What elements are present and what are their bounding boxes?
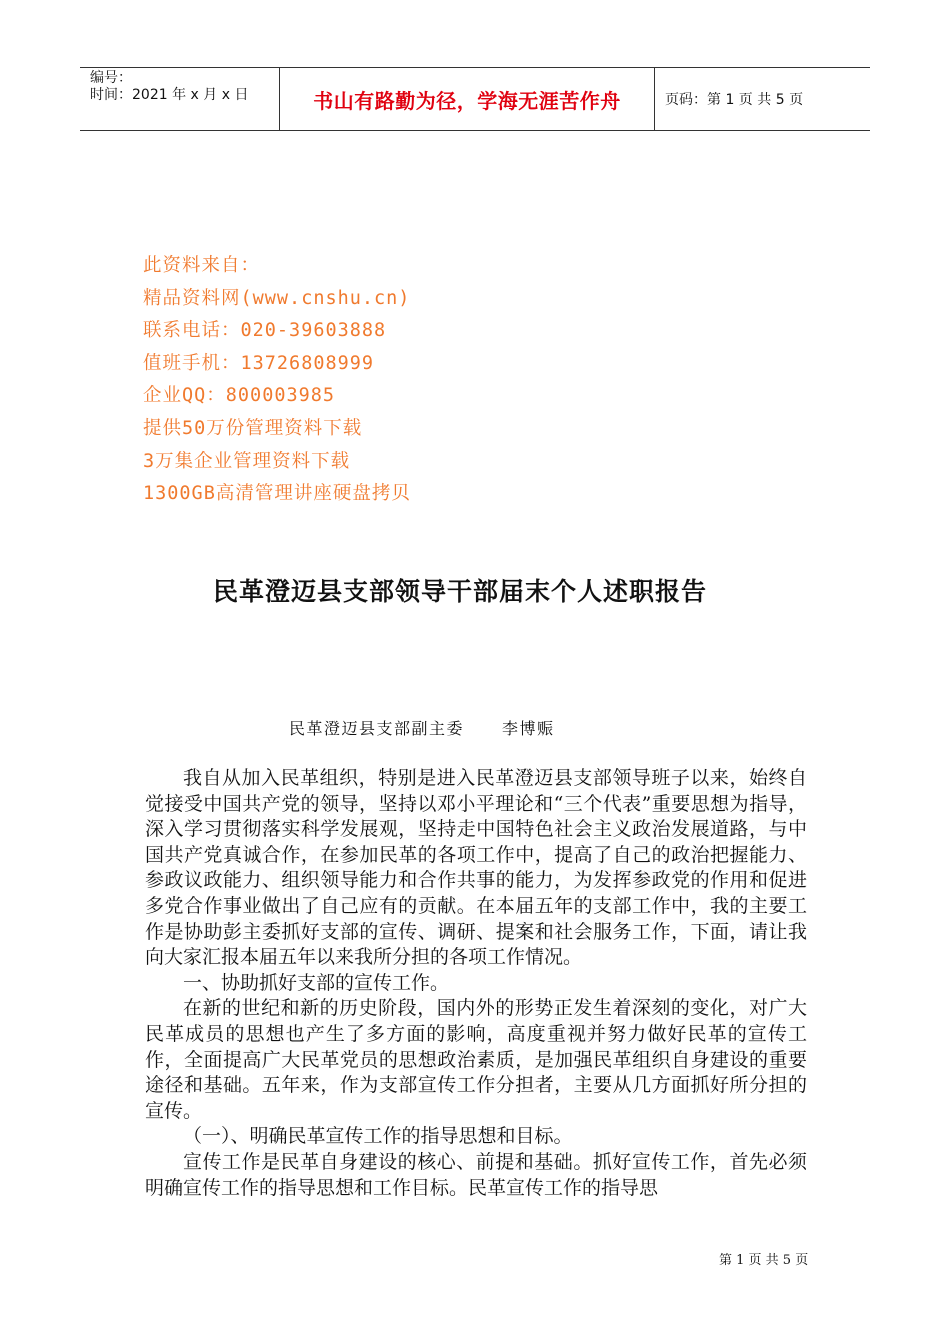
document-number-label: 编号： [90, 70, 132, 86]
header-page-info: 页码：第 1 页 共 5 页 [665, 92, 804, 108]
promo-line: 此资料来自： [143, 255, 261, 276]
document-date-label: 时间：2021 年 x 月 x 日 [90, 87, 249, 103]
promo-line: 提供50万份管理资料下载 [143, 417, 363, 439]
page-footer: 第 1 页 共 5 页 [719, 1253, 809, 1268]
promo-line: 3万集企业管理资料下载 [143, 450, 351, 472]
document-body [145, 766, 807, 1201]
promo-line: 企业QQ：800003985 [143, 385, 336, 407]
promo-block [143, 250, 411, 511]
byline [289, 716, 555, 739]
document-title: 民革澄迈县支部领导干部届末个人述职报告 [212, 577, 707, 606]
body-paragraph: 在新的世纪和新的历史阶段，国内外的形势正发生着深刻的变化，对广大民革成员的思想也产生了多方面的影响，高度重视并努力做好民革的宣传工作，全面提高广大民革党员的思想政治素质，是加强民革组织自身建设的重要途径和基础。五年来，作为支部宣传工作分担者，主要从几方面抓好所分担的宣传。 [145, 997, 807, 1122]
promo-line: 精品资料网(www.cnshu.cn) [143, 287, 411, 309]
body-paragraph: 宣传工作是民革自身建设的核心、前提和基础。抓好宣传工作，首先必须明确宣传工作的指导思想和工作目标。民革宣传工作的指导思 [145, 1150, 807, 1199]
header-meta [80, 68, 280, 130]
subsection-heading: （一）、明确民革宣传工作的指导思想和目标。 [183, 1125, 573, 1148]
header-motto: 书山有路勤为径，学海无涯苦作舟 [280, 68, 655, 130]
promo-line: 联系电话：020-39603888 [143, 320, 387, 342]
section-heading: 一、协助抓好支部的宣传工作。 [183, 971, 450, 994]
promo-line: 值班手机：13726808999 [143, 352, 375, 374]
body-paragraph: 我自从加入民革组织，特别是进入民革澄迈县支部领导班子以来，始终自觉接受中国共产党的领导，坚持以邓小平理论和“三个代表”重要思想为指导，深入学习贯彻落实科学发展观，坚持走中国特色社会主义政治发展道路，与中国共产党真诚合作，在参加民革的各项工作中，提高了自己的政治把握能力、参政议政能力、组织领导能力和合作共事的能力，为发挥参政党的作用和促进多党合作事业做出了自己应有的贡献。在本届五年的支部工作中，我的主要工作是协助彭主委抓好支部的宣传、调研、提案和社会服务工作，下面，请让我向大家汇报本届五年以来我所分担的各项工作情况。 [145, 767, 807, 969]
byline-name: 李博赈 [502, 719, 555, 738]
promo-line: 1300GB高清管理讲座硬盘拷贝 [143, 483, 411, 505]
page-header [80, 67, 870, 131]
byline-role: 民革澄迈县支部副主委 [289, 719, 465, 738]
